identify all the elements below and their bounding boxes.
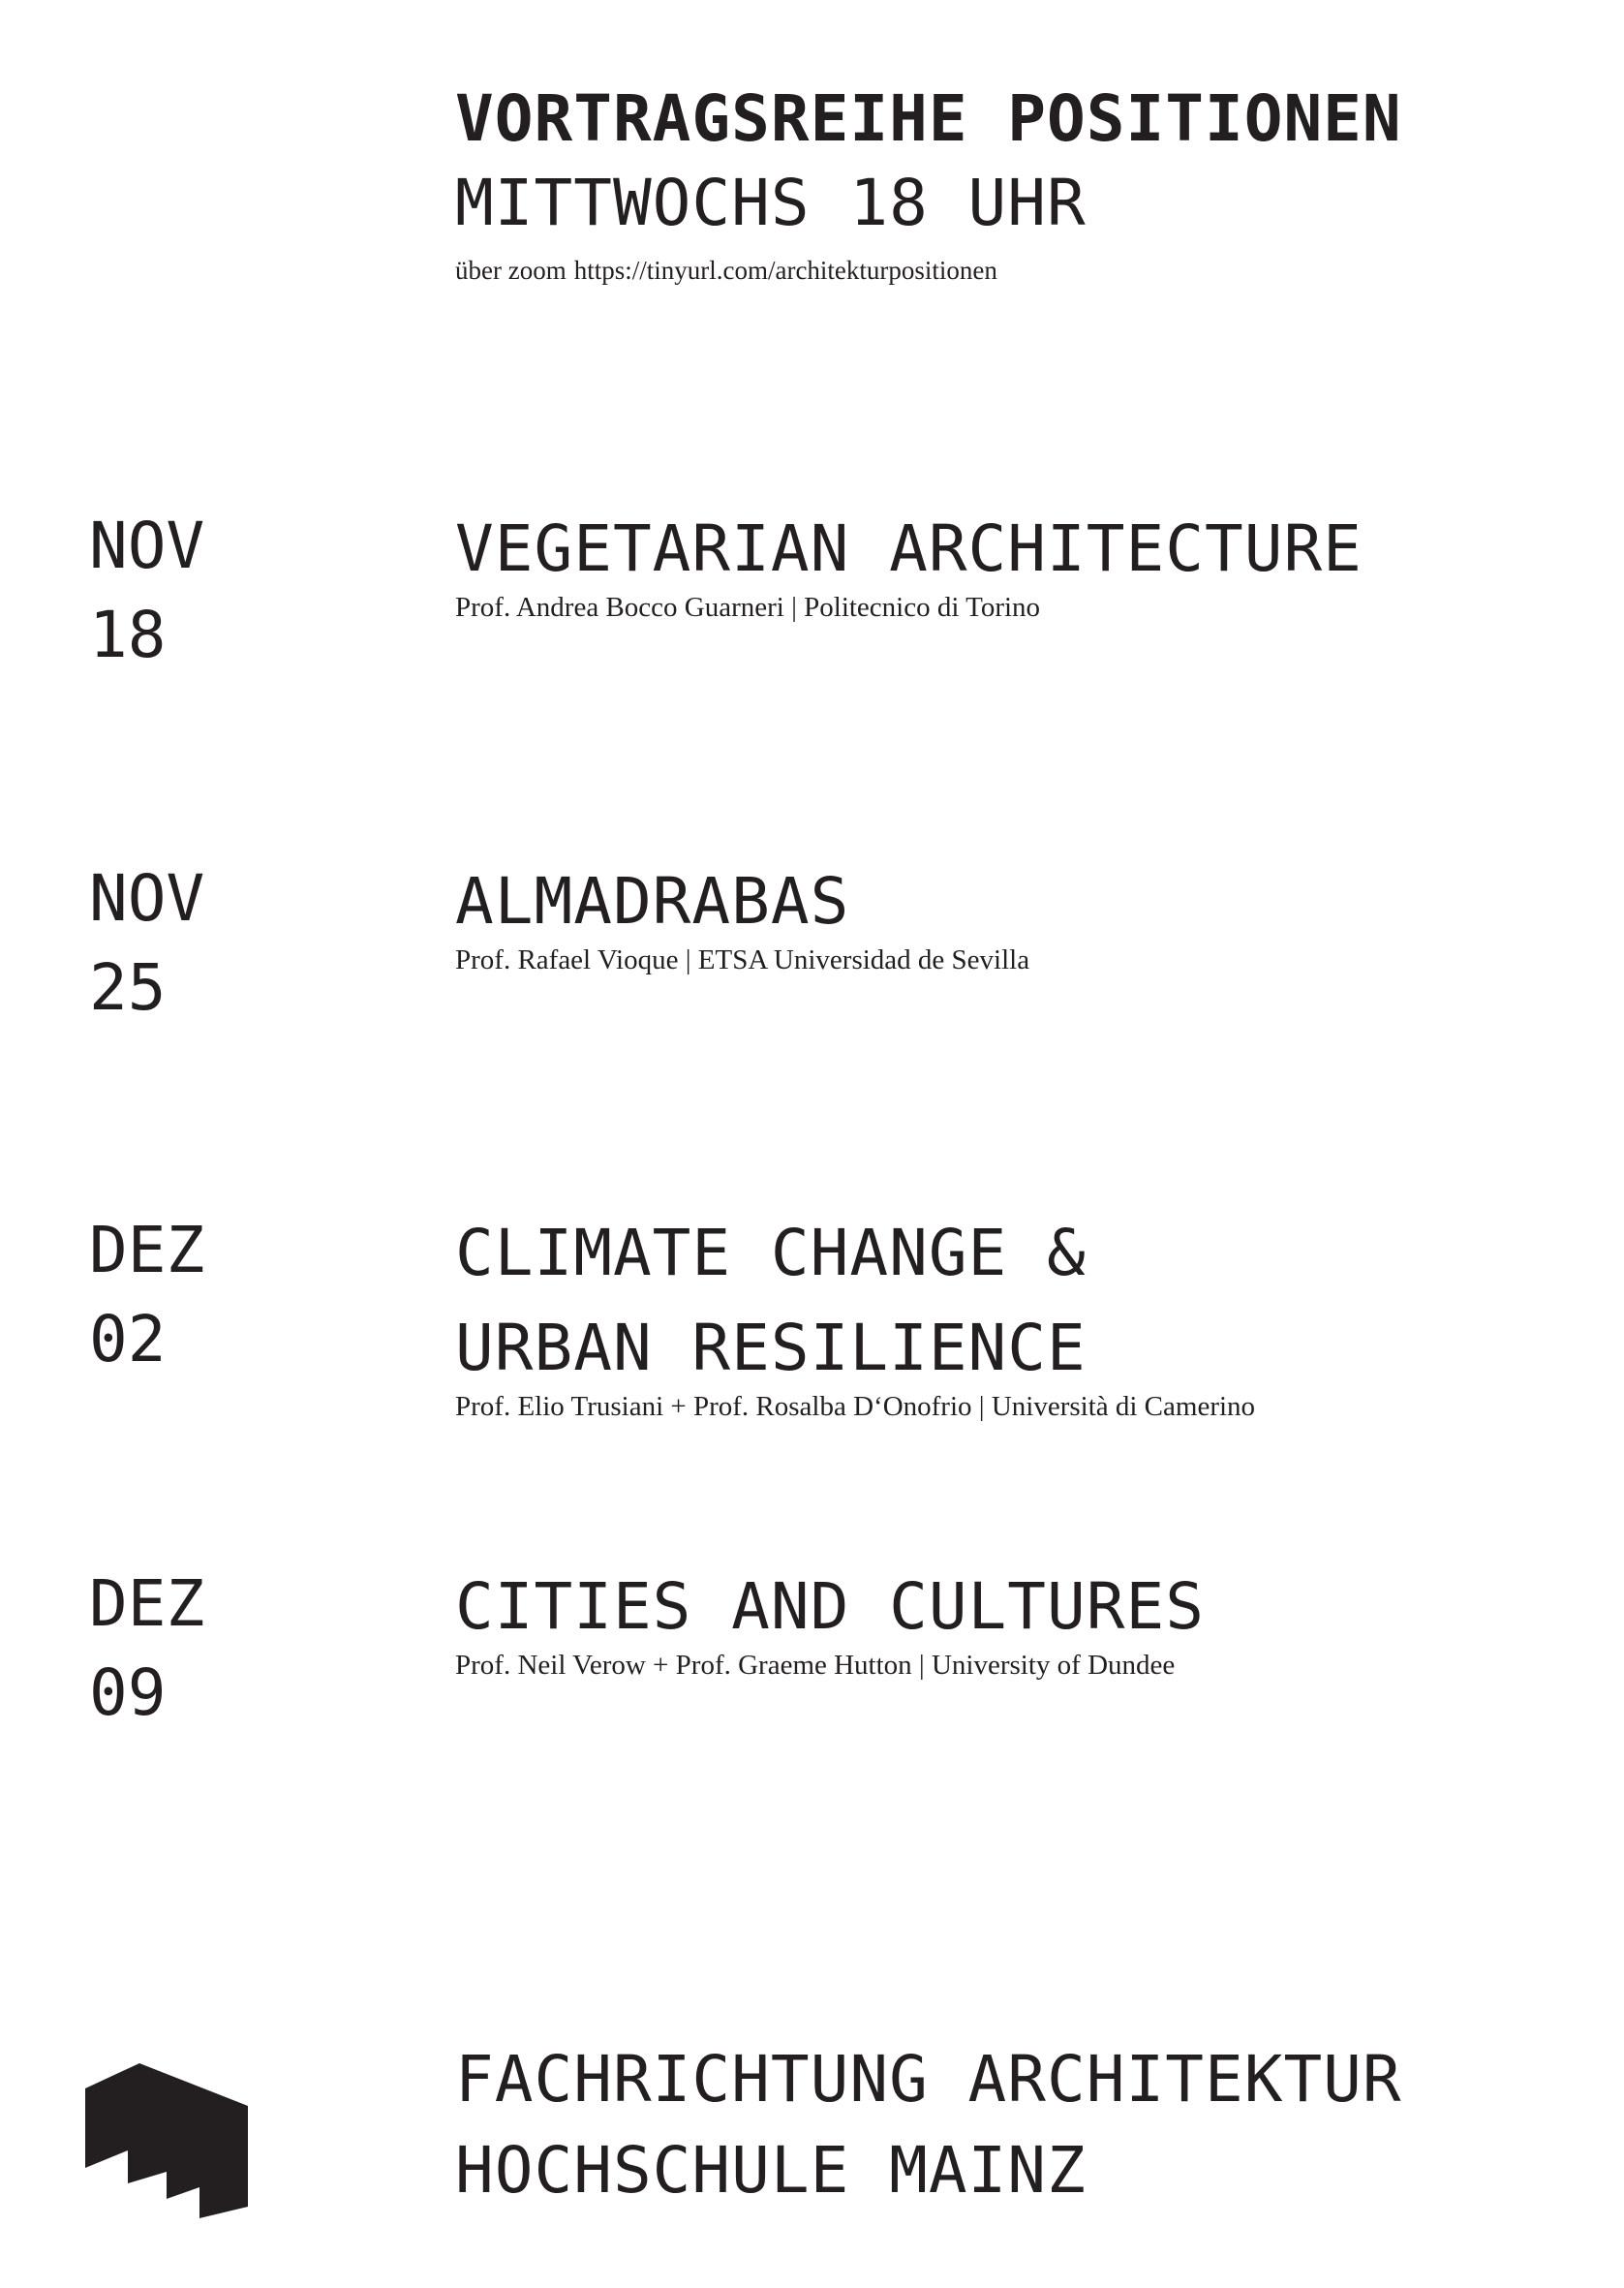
lecture-speaker: Prof. Andrea Bocco Guarneri | Politecnico di Torino bbox=[455, 592, 1041, 623]
series-schedule: MITTWOCHS 18 UHR bbox=[455, 166, 1087, 240]
lecture-day: 09 bbox=[89, 1655, 167, 1730]
lecture-speaker: Prof. Elio Trusiani + Prof. Rosalba D‘Onofrio | Università di Camerino bbox=[455, 1391, 1256, 1422]
series-title: VORTRAGSREIHE POSITIONEN bbox=[455, 81, 1402, 156]
lecture-date bbox=[89, 854, 204, 1033]
university-name: HOCHSCHULE MAINZ bbox=[455, 2133, 1087, 2208]
lecture-speaker: Prof. Rafael Vioque | ETSA Universidad de Sevilla bbox=[455, 944, 1030, 975]
lecture-speaker: Prof. Neil Verow + Prof. Graeme Hutton | University of Dundee bbox=[455, 1650, 1176, 1681]
header bbox=[455, 77, 1402, 287]
zoom-link[interactable]: https://tinyurl.com/architekturpositionen bbox=[573, 256, 997, 285]
hochschule-mainz-logo-icon bbox=[85, 2063, 256, 2218]
department-name: FACHRICHTUNG ARCHITEKTUR bbox=[455, 2042, 1402, 2117]
zoom-label: über zoom bbox=[455, 256, 567, 285]
lecture-title: ALMADRABAS bbox=[455, 864, 850, 939]
lecture-month: NOV bbox=[89, 509, 205, 583]
lecture-details bbox=[455, 1206, 1255, 1425]
lecture-date bbox=[89, 502, 204, 680]
lecture-day: 02 bbox=[89, 1302, 167, 1376]
lecture-details bbox=[455, 1560, 1205, 1684]
lecture-date bbox=[89, 1206, 204, 1384]
lecture-title-line-2: URBAN RESILIENCE bbox=[455, 1311, 1087, 1385]
lecture-details bbox=[455, 502, 1363, 626]
footer-institution bbox=[455, 2034, 1402, 2216]
lecture-title-line-1: CLIMATE CHANGE & bbox=[455, 1216, 1087, 1290]
lecture-month: DEZ bbox=[89, 1213, 205, 1287]
lecture-day: 25 bbox=[89, 950, 167, 1025]
lecture-date bbox=[89, 1560, 204, 1738]
zoom-info bbox=[455, 254, 1402, 287]
lecture-title: VEGETARIAN ARCHITECTURE bbox=[455, 511, 1363, 586]
lecture-details bbox=[455, 854, 1029, 978]
lecture-day: 18 bbox=[89, 598, 167, 672]
lecture-title: CITIES AND CULTURES bbox=[455, 1569, 1205, 1644]
lecture-month: NOV bbox=[89, 861, 205, 936]
lecture-month: DEZ bbox=[89, 1566, 205, 1641]
